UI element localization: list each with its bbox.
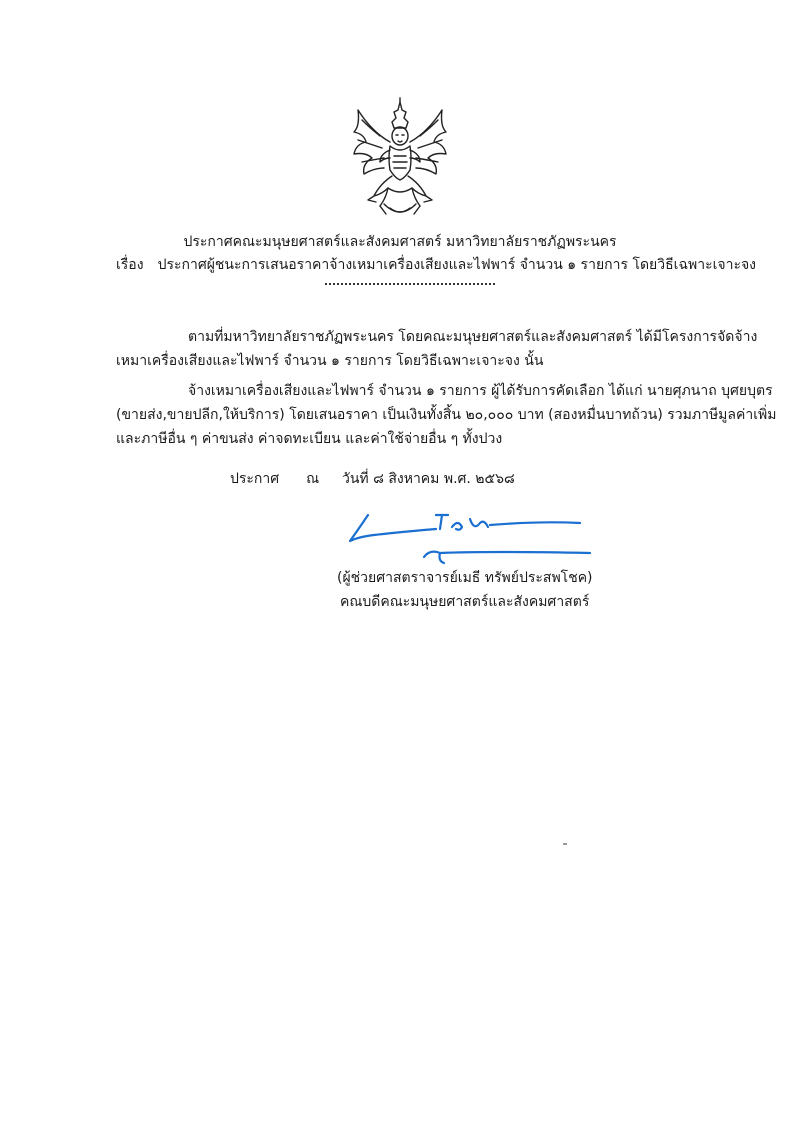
paragraph-1-line-2: เหมาเครื่องเสียงและไฟพาร์ จำนวน ๑ รายการ โดยวิธีเฉพาะเจาะจง นั้น (116, 353, 544, 369)
subject-line (116, 255, 756, 275)
at-label: ณ (306, 471, 320, 487)
paragraph-2-line-2: (ขายส่ง,ขายปลีก,ให้บริการ) โดยเสนอราคา เป็นเงินทั้งสิ้น ๒๐,๐๐๐ บาท (สองหมื่นบาทถ้วน) รวมภาษีมูลค่าเพิ่ม (116, 407, 777, 423)
paragraph-1-line-1: ตามที่มหาวิทยาลัยราชภัฏพระนคร โดยคณะมนุษยศาสตร์และสังคมศาสตร์ ได้มีโครงการจัดจ้าง (188, 329, 758, 345)
scan-mark (563, 843, 567, 845)
announced-label: ประกาศ (230, 471, 280, 487)
paragraph-2-line-3: และภาษีอื่น ๆ ค่าขนส่ง ค่าจดทะเบียน และค่าใช้จ่ายอื่น ๆ ทั้งปวง (116, 431, 503, 447)
document-title: ประกาศคณะมนุษยศาสตร์และสังคมศาสตร์ มหาวิทยาลัยราชภัฏพระนคร (183, 234, 617, 250)
announcement-line (230, 469, 515, 489)
subject-label: เรื่อง (116, 257, 144, 273)
garuda-emblem-icon (340, 96, 460, 222)
announcement-date: วันที่ ๘ สิงหาคม พ.ศ. ๒๕๖๘ (341, 471, 515, 487)
paragraph-2-line-1: จ้างเหมาเครื่องเสียงและไฟพาร์ จำนวน ๑ รายการ ผู้ได้รับการคัดเลือก ได้แก่ นายศุภนาถ บุศยบุตร (188, 383, 773, 399)
subject-text: ประกาศผู้ชนะการเสนอราคาจ้างเหมาเครื่องเสียงและไฟพาร์ จำนวน ๑ รายการ โดยวิธีเฉพาะเจาะจง (157, 257, 757, 273)
signatory-name: (ผู้ช่วยศาสตราจารย์เมธี ทรัพย์ประสพโชค) (337, 570, 593, 586)
signatory-position: คณบดีคณะมนุษยศาสตร์และสังคมศาสตร์ (340, 594, 590, 610)
dotted-separator (325, 283, 495, 285)
handwritten-signature-icon (340, 505, 600, 575)
